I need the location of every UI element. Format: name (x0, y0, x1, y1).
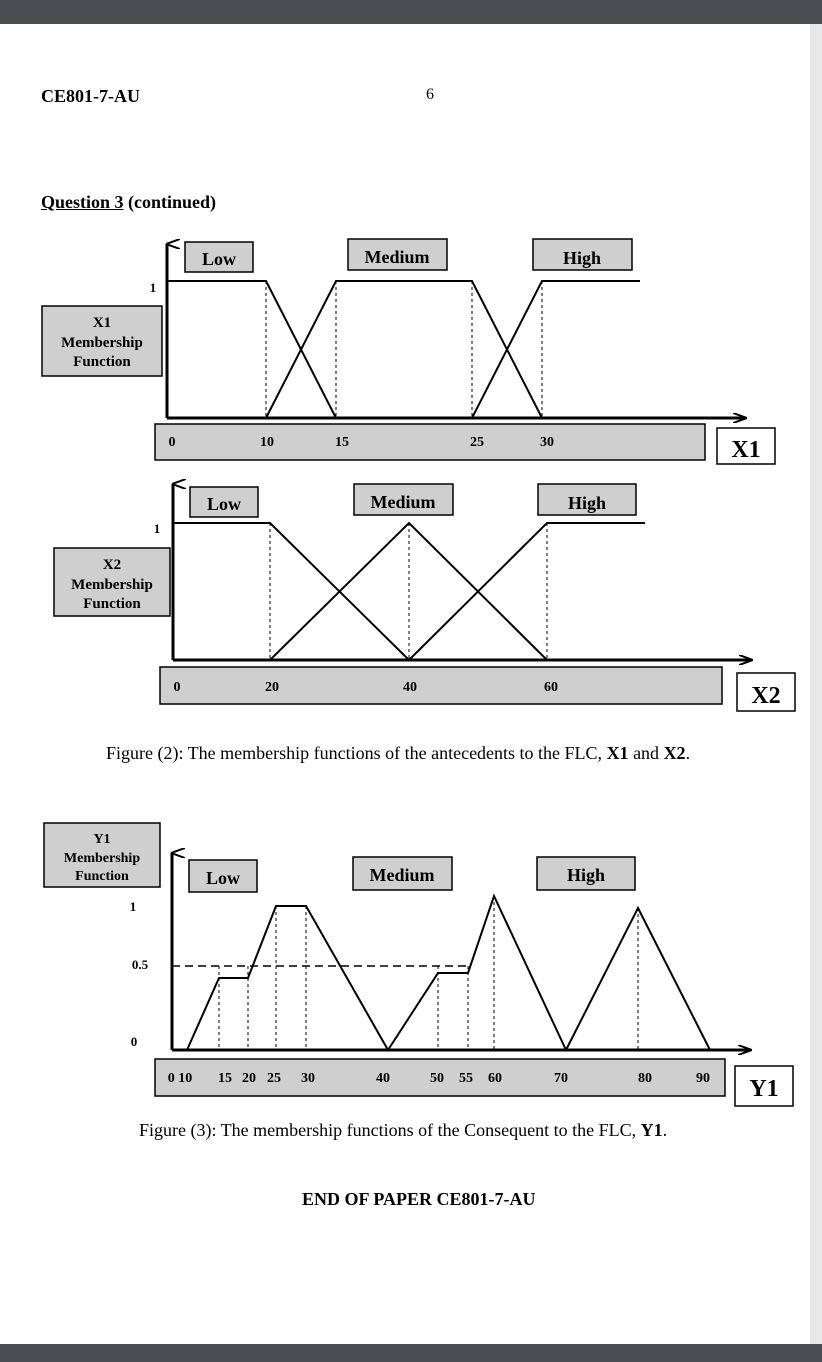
y1-ylabel-line-3: Function (75, 869, 129, 884)
x1-set-lines (167, 281, 640, 418)
x1-tick-0: 0 (168, 435, 176, 450)
x1-ylabel-line-1: X1 (92, 315, 112, 331)
figure-3-caption-text: Figure (3): The membership functions of the Consequent to the FLC, (139, 1120, 641, 1140)
question-suffix: (continued) (123, 192, 217, 212)
x2-ylabel-line-3: Function (83, 596, 141, 612)
y1-tick-80: 80 (638, 1071, 652, 1086)
y1-ylabel-line-1: Y1 (93, 832, 111, 847)
x2-tick-20: 20 (265, 680, 279, 695)
y1-tick-25: 25 (267, 1071, 281, 1086)
x1-tick-25: 25 (470, 435, 484, 450)
x1-set-medium (266, 281, 542, 418)
y1-ylabel-line-2: Membership (63, 851, 141, 866)
x1-label-medium: Medium (364, 247, 430, 267)
y1-tick-55: 55 (459, 1071, 473, 1086)
x1-y-tick-1: 1 (149, 280, 157, 295)
y1-tick-0-10: 0 10 (167, 1071, 193, 1086)
x2-chart (54, 484, 795, 711)
x1-tick-10: 10 (260, 435, 274, 450)
x2-tick-40: 40 (403, 680, 417, 695)
y1-chart (44, 823, 793, 1106)
x2-tick-0: 0 (173, 680, 181, 695)
x2-ylabel-line-1: X2 (102, 557, 122, 573)
x1-axis-label: X1 (731, 437, 761, 463)
end-of-paper: END OF PAPER CE801-7-AU (302, 1189, 536, 1209)
x1-tick-bar (155, 424, 705, 460)
y1-tick-15: 15 (218, 1071, 232, 1086)
x1-tick-30: 30 (540, 435, 554, 450)
x1-label-low: Low (201, 249, 237, 269)
figure-2-caption-and: and (628, 743, 664, 763)
figure-3-caption-end: . (662, 1120, 668, 1140)
figure-3-caption (139, 1120, 667, 1141)
figure-3-caption-y1: Y1 (640, 1120, 663, 1140)
y1-tick-30: 30 (301, 1071, 315, 1086)
figure-2-caption-text: Figure (2): The membership functions of the antecedents to the FLC, (106, 743, 607, 763)
x1-ylabel-line-3: Function (73, 354, 131, 370)
x2-ylabel-line-2: Membership (71, 577, 153, 593)
x1-set-low (167, 281, 336, 418)
y1-tick-20: 20 (242, 1071, 256, 1086)
figure-2-caption-end: . (685, 743, 691, 763)
x2-label-low: Low (206, 494, 242, 514)
y1-label-high: High (566, 865, 606, 885)
y1-tick-90: 90 (696, 1071, 710, 1086)
x2-y-tick-1: 1 (153, 521, 161, 536)
x1-tick-15: 15 (335, 435, 349, 450)
y1-set-low (187, 906, 388, 1050)
y1-y-tick-0: 0 (130, 1034, 138, 1049)
figure-2-caption-x2: X2 (663, 743, 686, 763)
x1-label-high: High (562, 248, 602, 268)
y1-label-low: Low (205, 868, 241, 888)
x2-axis-label: X2 (751, 683, 781, 709)
page-number: 6 (426, 86, 434, 103)
y1-label-medium: Medium (369, 865, 435, 885)
y1-set-medium (388, 896, 566, 1050)
x1-set-high (472, 281, 640, 418)
question-label: Question 3 (41, 192, 124, 212)
x1-ylabel-line-2: Membership (61, 335, 143, 351)
figure-2-caption-x1: X1 (606, 743, 629, 763)
y1-axis-label: Y1 (749, 1076, 779, 1102)
y1-set-lines (187, 896, 710, 1050)
x1-chart (42, 239, 775, 464)
y1-y-tick-1: 1 (129, 899, 137, 914)
y1-y-tick-05: 0.5 (131, 957, 149, 972)
y1-tick-60: 60 (488, 1071, 502, 1086)
x2-label-high: High (567, 493, 607, 513)
x2-tick-bar (160, 667, 722, 704)
y1-tick-50: 50 (430, 1071, 444, 1086)
figure-2-caption (106, 743, 690, 764)
x2-label-medium: Medium (370, 492, 436, 512)
y1-tick-70: 70 (554, 1071, 568, 1086)
y1-tick-40: 40 (376, 1071, 390, 1086)
paper-code: CE801-7-AU (41, 86, 140, 106)
x2-tick-60: 60 (544, 680, 558, 695)
